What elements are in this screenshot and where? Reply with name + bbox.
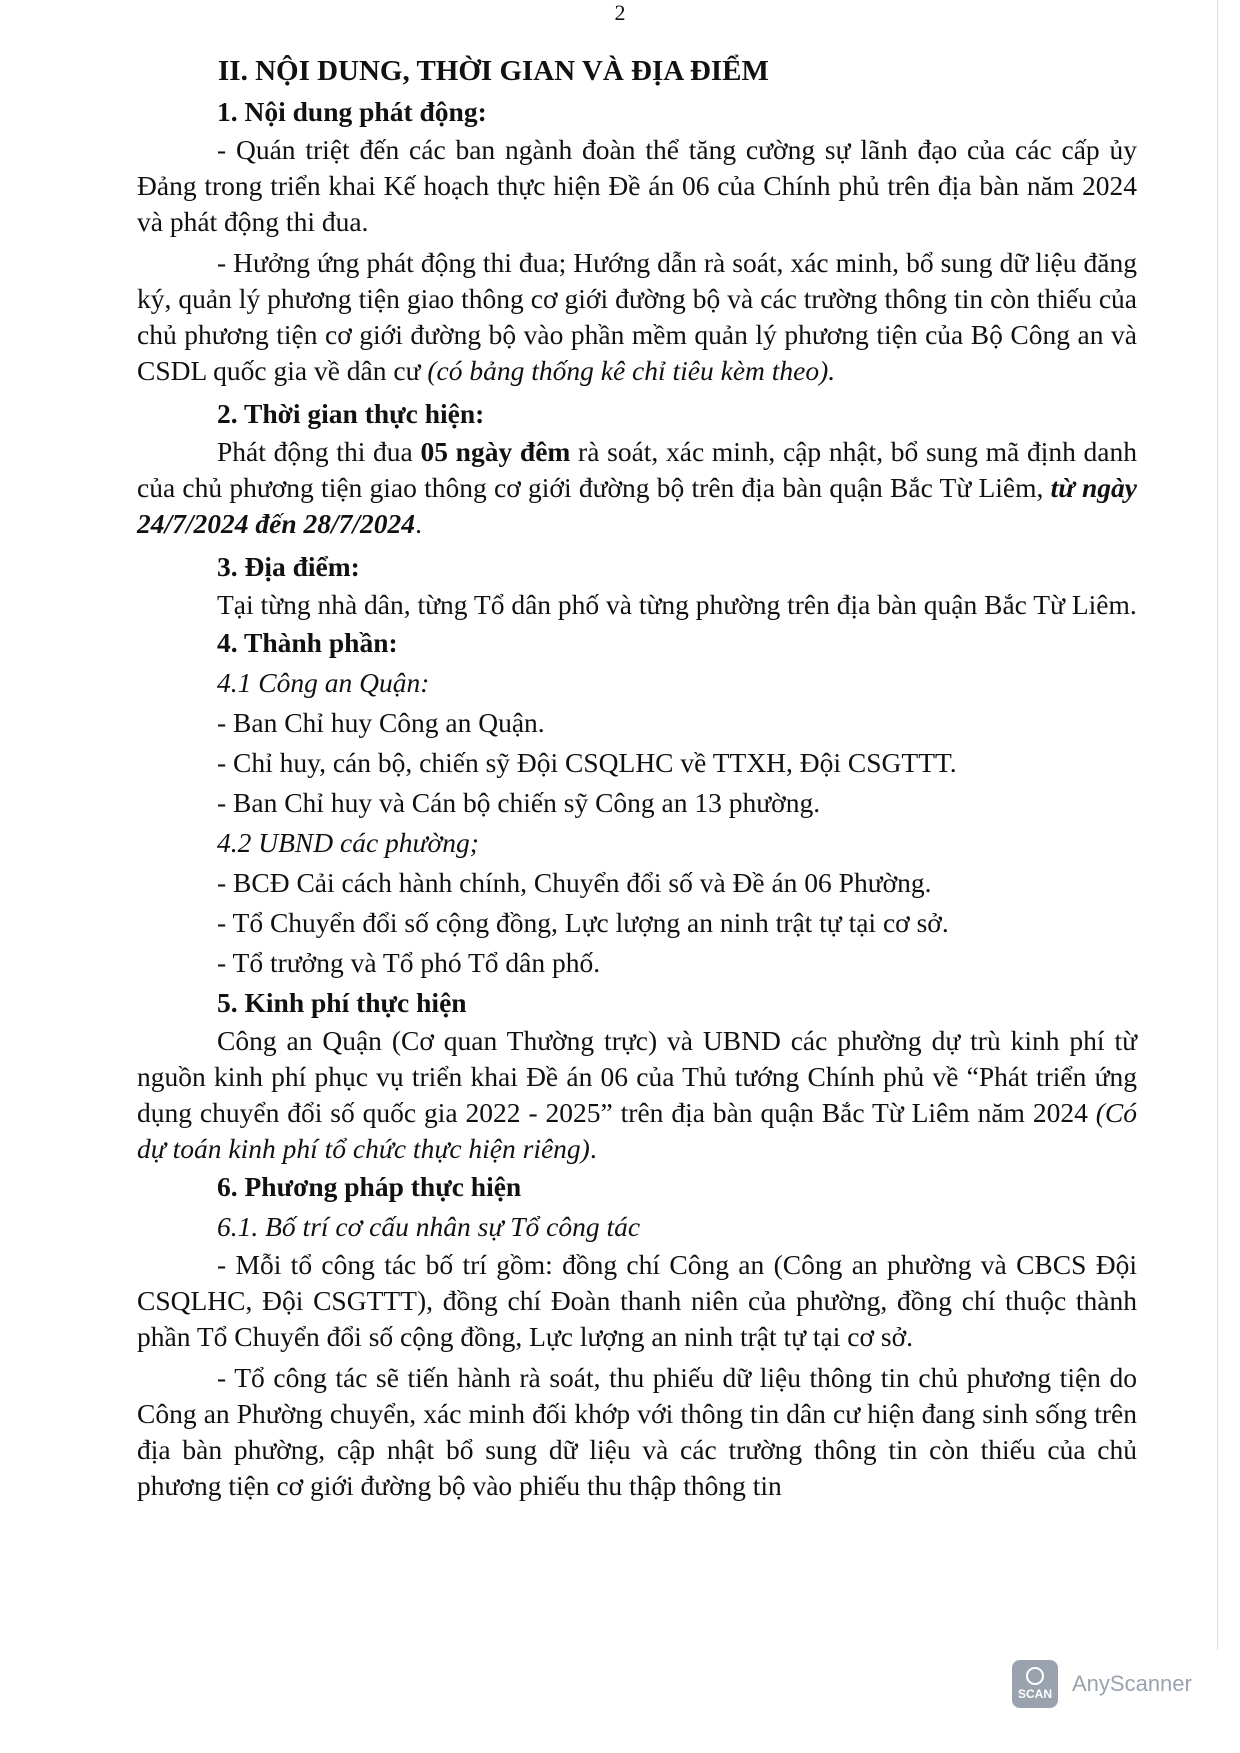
paragraph-dia-diem: Tại từng nhà dân, từng Tổ dân phố và từng phường trên địa bàn quận Bắc Từ Liêm. — [217, 589, 1137, 620]
list-item: - Ban Chỉ huy Công an Quận. — [217, 707, 545, 738]
note-italic: (có bảng thống kê chỉ tiêu kèm theo). — [427, 355, 836, 386]
watermark-brand: AnyScanner — [1072, 1671, 1192, 1696]
paragraph-quan-triet: - Quán triệt đến các ban ngành đoàn thể tăng cường sự lãnh đạo của các cấp ủy Đảng trong triển khai Kế hoạch thực hiện Đề án 06 của Chính phủ trên địa bàn năm 2024 và phát động thi đua. — [137, 134, 1137, 237]
subheading-bo-tri: 6.1. Bố trí cơ cấu nhân sự Tổ công tác — [217, 1211, 641, 1242]
list-item: - Chỉ huy, cán bộ, chiến sỹ Đội CSQLHC về TTXH, Đội CSGTTT. — [217, 747, 957, 778]
paragraph-ra-soat: - Tổ công tác sẽ tiến hành rà soát, thu phiếu dữ liệu thông tin chủ phương tiện do Công an Phường chuyển, xác minh đối khớp với thông tin dân cư hiện đang sinh sống trên địa bàn phường, cập nhật bổ sung dữ liệu và các trường thông tin còn thiếu của chủ phương tiện cơ giới đường bộ vào phiếu thu thập thông tin — [137, 1362, 1137, 1501]
paragraph-huong-ung: - Hưởng ứng phát động thi đua; Hướng dẫn rà soát, xác minh, bổ sung dữ liệu đăng ký, quản lý phương tiện giao thông cơ giới đường bộ và các trường thông tin còn thiếu của chủ phương tiện cơ giới đường bộ vào phần mềm quản lý phương tiện của Bộ Công an và CSDL quốc gia về dân cư (có bảng thống kê chỉ tiêu kèm theo). — [137, 247, 1137, 386]
anyscanner-watermark — [1012, 1660, 1192, 1708]
list-item: - Tổ trưởng và Tổ phó Tổ dân phố. — [217, 947, 601, 978]
heading-dia-diem: 3. Địa điểm: — [217, 551, 360, 582]
list-item: - BCĐ Cải cách hành chính, Chuyển đổi số và Đề án 06 Phường. — [217, 867, 932, 898]
heading-thoi-gian: 2. Thời gian thực hiện: — [217, 398, 485, 429]
scan-edge-line — [1217, 0, 1218, 1650]
list-item: - Tổ Chuyển đổi số cộng đồng, Lực lượng an ninh trật tự tại cơ sở. — [217, 907, 949, 938]
section-title: II. NỘI DUNG, THỜI GIAN VÀ ĐỊA ĐIỂM — [218, 55, 769, 87]
scan-logo-icon: SCAN — [1012, 1660, 1058, 1708]
list-item: - Ban Chỉ huy và Cán bộ chiến sỹ Công an 13 phường. — [217, 787, 821, 818]
date-range: từ ngày 24/7/2024 đến 28/7/2024 — [137, 472, 1138, 539]
document-body — [137, 50, 1137, 1504]
heading-kinh-phi: 5. Kinh phí thực hiện — [217, 987, 467, 1018]
paragraph-to-cong-tac: - Mỗi tổ công tác bố trí gồm: đồng chí Công an (Công an phường và CBCS Đội CSQLHC, Đội CSGTTT), đồng chí Đoàn thanh niên của phường, đồng chí thuộc thành phần Tổ Chuyển đổi số cộng đồng, Lực lượng an ninh trật tự tại cơ sở. — [137, 1249, 1137, 1352]
page-number: 2 — [614, 0, 626, 25]
heading-noi-dung: 1. Nội dung phát động: — [217, 96, 487, 127]
paragraph-kinh-phi: Công an Quận (Cơ quan Thường trực) và UBND các phường dự trù kinh phí từ nguồn kinh phí phục vụ triển khai Đề án 06 của Thủ tướng Chính phủ về “Phát triển ứng dụng chuyển đổi số quốc gia 2022 - 2025” trên địa bàn quận Bắc Từ Liêm năm 2024 (Có dự toán kinh phí tổ chức thực hiện riêng). — [137, 1025, 1137, 1164]
heading-thanh-phan: 4. Thành phần: — [217, 627, 398, 658]
subheading-ubnd-phuong: 4.2 UBND các phường; — [217, 827, 479, 858]
paragraph-thoi-gian: Phát động thi đua 05 ngày đêm rà soát, xác minh, cập nhật, bổ sung mã định danh của chủ phương tiện giao thông cơ giới đường bộ trên địa bàn quận Bắc Từ Liêm, từ ngày 24/7/2024 đến 28/7/2024. — [137, 436, 1138, 539]
subheading-cong-an-quan: 4.1 Công an Quận: — [217, 667, 430, 698]
heading-phuong-phap: 6. Phương pháp thực hiện — [217, 1171, 522, 1202]
